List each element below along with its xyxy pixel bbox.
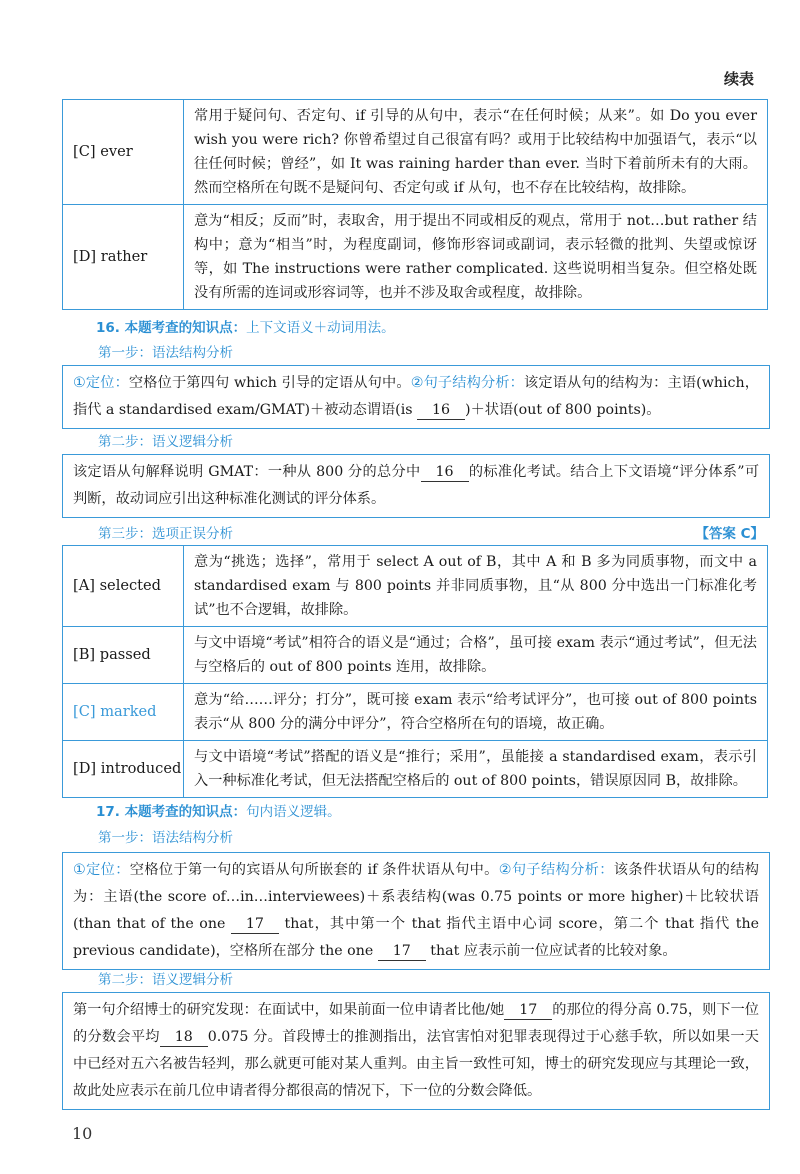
- structure-text-end: )＋状语(out of 800 points)。: [465, 402, 661, 418]
- blank-16: 16: [417, 401, 465, 420]
- q16-heading-number: 16. 本题考查的知识点：: [96, 320, 247, 336]
- option-key: [A] selected: [63, 546, 184, 627]
- logic-text-end: 0.075 分。首段博士的推测指出，法官害怕对犯罪表现得过于心慈手软，所以如果一天中已经对五六名被告轻判，那么就更可能对某人重判。由主旨一致性可知，博士的研究发现应与其理论一致，故此处应表示在前几位申请者得分都很高的情况下，下一位的分数会降低。: [73, 1029, 759, 1099]
- q16-step1-box: [62, 365, 770, 429]
- locate-text: 空格位于第四句 which 引导的定语从句中。: [128, 375, 411, 391]
- table-row: [63, 627, 768, 684]
- option-key: [D] introduced: [63, 741, 184, 798]
- table-row: [63, 684, 768, 741]
- q16-step2-title: 第二步：语义逻辑分析: [98, 434, 233, 450]
- blank-17: 17: [231, 915, 279, 934]
- locate-label: ①定位：: [73, 862, 130, 878]
- blank-18: 18: [160, 1028, 208, 1047]
- page-number: 10: [72, 1124, 93, 1143]
- continued-label: 续表: [723, 70, 754, 88]
- option-explanation: 意为“挑选；选择”，常用于 select A out of B，其中 A 和 B 多为同质事物，而文中 a standardised exam 与 800 points 并非同质事物，且“从 800 分中选出一门标准化考试”也不合逻辑，故排除。: [184, 546, 768, 627]
- locate-text: 空格位于第一句的宾语从句所嵌套的 if 条件状语从句中。: [129, 862, 499, 878]
- structure-label: ②句子结构分析：: [498, 862, 614, 878]
- locate-label: ①定位：: [73, 375, 129, 391]
- q17-step1-box: [62, 852, 770, 970]
- options-table-q16: [62, 545, 768, 798]
- answer-badge: 【答案 C】: [695, 526, 764, 542]
- q17-step2-box: [62, 992, 770, 1110]
- option-key: [B] passed: [63, 627, 184, 684]
- option-key-correct: [C] marked: [63, 684, 184, 741]
- structure-text: 该条件状语从句的结构为：主语(the score of…in…interviewees)＋系表结构(was 0.75 points or more higher)＋比较状语(than that of the one: [73, 862, 759, 932]
- blank-16: 16: [421, 463, 469, 482]
- q17-heading-number: 17. 本题考查的知识点：: [96, 804, 247, 820]
- option-explanation: 与文中语境“考试”搭配的语义是“推行；采用”，虽能接 a standardised exam，表示引入一种标准化考试，但无法搭配空格后的 out of 800 points，错误原因同 B，故排除。: [184, 741, 768, 798]
- q16-step2-box: [62, 454, 770, 518]
- blank-17: 17: [504, 1001, 552, 1020]
- option-explanation: 常用于疑问句、否定句、if 引导的从句中，表示“在任何时候；从来”。如 Do you ever wish you were rich? 你曾希望过自己很富有吗？或用于比较结构中加强语气，表示“以往任何时候；曾经”，如 It was raining harder than ever. 当时下着前所未有的大雨。然而空格所在句既不是疑问句、否定句或 if 从句，也不存在比较结构，故排除。: [184, 100, 768, 205]
- option-explanation: 意为“相反；反而”时，表取舍，用于提出不同或相反的观点，常用于 not…but rather 结构中；意为“相当”时，为程度副词，修饰形容词或副词，表示轻微的批判、失望或惊讶等，如 The instructions were rather complicated. 这些说明相当复杂。但空格处既没有所需的连词或形容词等，也并不涉及取舍或程度，故排除。: [184, 205, 768, 310]
- logic-text-end: 的标准化考试。结合上下文语境“评分体系”可判断，故动词应引出这种标准化测试的评分体系。: [73, 464, 760, 507]
- q17-heading: [96, 800, 341, 820]
- q16-step1-title: 第一步：语法结构分析: [98, 345, 233, 361]
- option-key: [C] ever: [63, 100, 184, 205]
- structure-label: ②句子结构分析：: [410, 375, 525, 391]
- q16-heading: [96, 316, 395, 336]
- option-explanation: 与文中语境“考试”相符合的语义是“通过；合格”，虽可接 exam 表示“通过考试”，但无法与空格后的 out of 800 points 连用，故排除。: [184, 627, 768, 684]
- q16-step3-title: 第三步：选项正误分析: [98, 526, 233, 542]
- option-key: [D] rather: [63, 205, 184, 310]
- logic-text: 第一句介绍博士的研究发现：在面试中，如果前面一位申请者比他/她: [73, 1002, 505, 1018]
- structure-text-mid: that，其中第一个 that 指代主语中心词 score，第二个 that 指代 the previous candidate)，空格所在部分 the one: [73, 916, 759, 959]
- table-row: [63, 100, 768, 205]
- q16-heading-topic: 上下文语义＋动词用法。: [246, 320, 395, 336]
- logic-text: 该定语从句解释说明 GMAT：一种从 800 分的总分中: [73, 464, 421, 480]
- table-row: [63, 546, 768, 627]
- logic-text-mid: 的那位的得分高 0.75，则下一位的分数会平均: [73, 1002, 759, 1045]
- q17-step2-title: 第二步：语义逻辑分析: [98, 972, 233, 988]
- table-row: [63, 205, 768, 310]
- q17-heading-topic: 句内语义逻辑。: [246, 804, 341, 820]
- structure-text-end: that 应表示前一位应试者的比较对象。: [425, 943, 677, 959]
- options-table-q15: [62, 99, 768, 310]
- table-row: [63, 741, 768, 798]
- blank-17: 17: [378, 942, 426, 961]
- structure-text: 该定语从句的结构为：主语(which，指代 a standardised exam/GMAT)＋被动态谓语(is: [73, 375, 759, 418]
- q17-step1-title: 第一步：语法结构分析: [98, 830, 233, 846]
- option-explanation: 意为“给……评分；打分”，既可接 exam 表示“给考试评分”，也可接 out of 800 points 表示“从 800 分的满分中评分”，符合空格所在句的语境，故正确。: [184, 684, 768, 741]
